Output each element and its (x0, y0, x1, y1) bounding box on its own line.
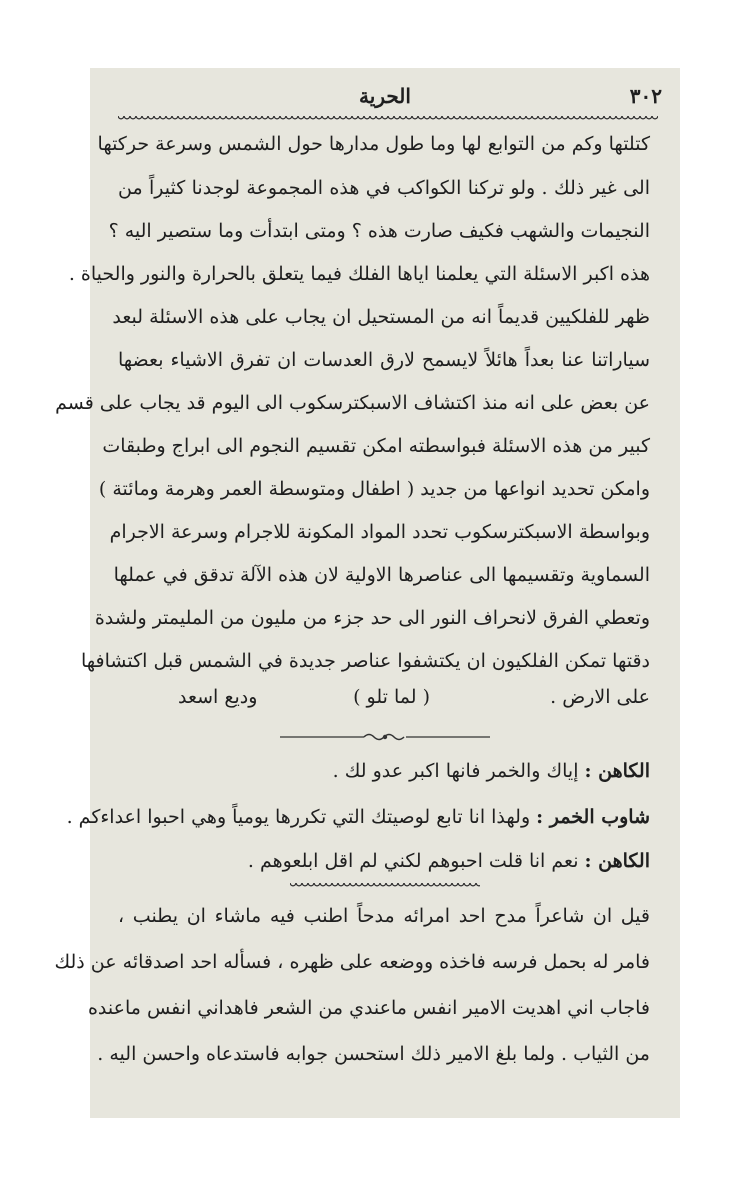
dialogue-line (118, 758, 650, 784)
anecdote-line: من الثياب . ولما بلغ الامير ذلك استحسن جوابه فاستدعاه واحسن اليه . (97, 1043, 650, 1065)
article-line: عن بعض على انه منذ اكتشاف الاسبكترسكوب الى اليوم قد يجاب على قسم (55, 392, 650, 414)
wavy-rule-middle (290, 883, 480, 891)
page-header (90, 78, 680, 114)
source-citation: ( لما تلو ) (353, 686, 430, 708)
anecdote-line: فاجاب اني اهديت الامير انفس ماعندي من الشعر فاهداني انفس ماعنده (87, 997, 650, 1019)
article-line: كتلتها وكم من التوابع لها وما طول مدارها حول الشمس وسرعة حركتها (97, 133, 650, 155)
dialogue-line (118, 848, 650, 874)
dialogue-line (66, 804, 650, 830)
article-line: السماوية وتقسيمها الى عناصرها الاولية لان هذه الآلة تدقق في عملها (113, 564, 650, 586)
article-last-line: على الارض . (550, 686, 650, 708)
article-line: ظهر للفلكيين قديماً انه من المستحيل ان يجاب على هذه الاسئلة لبعد (112, 306, 650, 328)
article-line: الى غير ذلك . ولو تركنا الكواكب في هذه المجموعة لوجدنا كثيراً من (118, 177, 650, 199)
ornament-divider (280, 732, 490, 742)
running-title: الحرية (359, 84, 411, 108)
article-line: النجيمات والشهب فكيف صارت هذه ؟ ومتى ابتدأت وما ستصير اليه ؟ (108, 220, 650, 242)
article-closing-row (118, 686, 650, 712)
anecdote-line: قيل ان شاعراً مدح احد امرائه مدحاً اطنب فيه ماشاء ان يطنب ، (118, 905, 650, 927)
article-line: وتعطي الفرق لانحراف النور الى حد جزء من مليون من المليمتر ولشدة (94, 607, 650, 629)
article-line: هذه اكبر الاسئلة التي يعلمنا اياها الفلك فيما يتعلق بالحرارة والنور والحياة . (68, 263, 650, 285)
dialogue-text: ولهذا انا تابع لوصيتك التي تكررها يومياً وهي احبوا اعداءكم . (66, 806, 531, 828)
article-line: وامكن تحديد انواعها من جديد ( اطفال ومتوسطة العمر وهرمة ومائتة ) (98, 478, 650, 500)
speaker: الكاهن : (584, 850, 650, 872)
article-line: سياراتنا عنا بعداً هائلاً لايسمح لارق العدسات ان تفرق الاشياء بعضها (118, 349, 650, 371)
book-page (54, 68, 680, 1118)
page-number: ٣٠٢ (629, 84, 662, 108)
article-line: دقتها تمكن الفلكيون ان يكتشفوا عناصر جديدة في الشمس قبل اكتشافها (81, 650, 650, 672)
anecdote-line: فامر له بحمل فرسه فاخذه ووضعه على ظهره ، فسأله احد اصدقائه عن ذلك (54, 951, 650, 973)
article-line: كبير من هذه الاسئلة فبواسطته امكن تقسيم النجوم الى ابراج وطبقات (102, 435, 650, 457)
dialogue-text: نعم انا قلت احبوهم لكني لم اقل ابلعوهم . (247, 850, 579, 872)
author-signature: وديع اسعد (178, 686, 258, 708)
wavy-rule-top (118, 116, 658, 124)
dialogue-text: إياك والخمر فانها اكبر عدو لك . (332, 760, 579, 782)
speaker: الكاهن : (584, 760, 650, 782)
speaker: شاوب الخمر : (536, 806, 650, 828)
article-line: وبواسطة الاسبكترسكوب تحدد المواد المكونة للاجرام وسرعة الاجرام (109, 521, 650, 543)
